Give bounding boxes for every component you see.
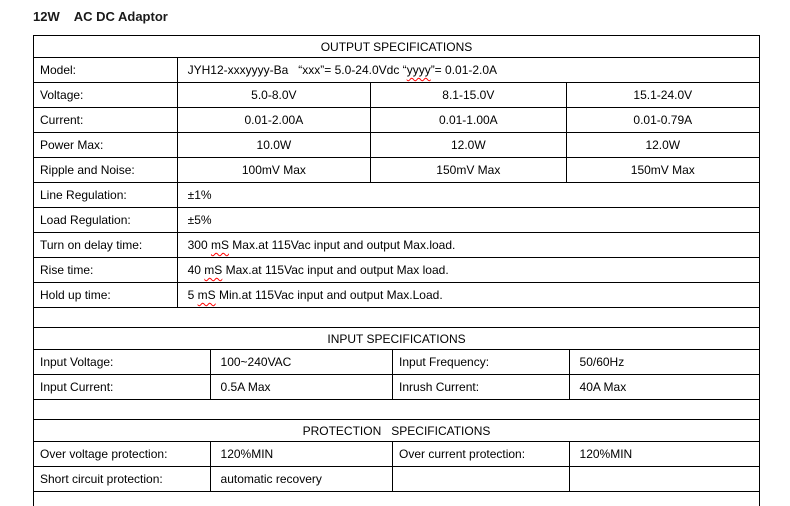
hold-up-time-label: Hold up time: bbox=[34, 283, 178, 307]
page-title: 12W AC DC Adaptor bbox=[33, 9, 168, 24]
output-section-title: OUTPUT SPECIFICATIONS bbox=[320, 39, 473, 54]
ripple-noise-label: Ripple and Noise: bbox=[34, 158, 178, 182]
input-frequency-label: Input Frequency: bbox=[393, 350, 570, 374]
empty-cell bbox=[393, 467, 570, 491]
line-regulation-label: Line Regulation: bbox=[34, 183, 178, 207]
input-voltage-value: 100~240VAC bbox=[211, 350, 394, 374]
over-voltage-protection-label: Over voltage protection: bbox=[34, 442, 211, 466]
protection-section-header-row bbox=[34, 420, 759, 442]
hold-up-time-value-pre: 5 bbox=[187, 288, 198, 302]
voltage-range-1: 5.0-8.0V bbox=[178, 83, 371, 107]
protection-section-title: PROTECTION SPECIFICATIONS bbox=[302, 423, 491, 438]
spacer-row bbox=[34, 308, 759, 328]
power-max-label: Power Max: bbox=[34, 133, 178, 157]
power-max-value-1: 10.0W bbox=[178, 133, 371, 157]
line-regulation-value: ±1% bbox=[187, 188, 212, 202]
model-value-post: ”= 0.01-2.0A bbox=[430, 63, 498, 77]
rise-time-label: Rise time: bbox=[34, 258, 178, 282]
ripple-noise-value-3: 150mV Max bbox=[630, 163, 695, 177]
turn-on-delay-value bbox=[178, 233, 759, 257]
inrush-current-label: Inrush Current: bbox=[393, 375, 570, 399]
spacer-row bbox=[34, 400, 759, 420]
over-current-protection-label: Over current protection: bbox=[393, 442, 570, 466]
turn-on-delay-value-post: Max.at 115Vac input and output Max.load. bbox=[228, 238, 456, 252]
ripple-noise-value-2: 150mV Max bbox=[371, 158, 566, 182]
input-current-label: Input Current: bbox=[34, 375, 211, 399]
output-section-header-row bbox=[34, 36, 759, 58]
rise-time-value bbox=[178, 258, 759, 282]
empty-cell bbox=[34, 492, 759, 506]
model-value-misspelled: yyyy bbox=[406, 63, 431, 77]
empty-cell bbox=[34, 308, 759, 327]
voltage-range-3: 15.1-24.0V bbox=[633, 88, 693, 102]
model-label: Model: bbox=[34, 58, 178, 82]
spec-table bbox=[33, 35, 760, 506]
ripple-noise-value-1: 100mV Max bbox=[178, 158, 371, 182]
inrush-current-value: 40A Max bbox=[579, 380, 627, 394]
short-circuit-protection-value: automatic recovery bbox=[211, 467, 394, 491]
load-regulation-label: Load Regulation: bbox=[34, 208, 178, 232]
table-row-line-regulation bbox=[34, 183, 759, 208]
table-row-short-circuit bbox=[34, 467, 759, 492]
turn-on-delay-value-misspelled: mS bbox=[210, 238, 229, 252]
hold-up-time-value-post: Min.at 115Vac input and output Max.Load. bbox=[215, 288, 443, 302]
table-row-hold-up-time bbox=[34, 283, 759, 308]
input-current-value: 0.5A Max bbox=[211, 375, 394, 399]
table-row-power-max bbox=[34, 133, 759, 158]
voltage-range-2: 8.1-15.0V bbox=[371, 83, 566, 107]
voltage-label: Voltage: bbox=[34, 83, 178, 107]
spacer-row bbox=[34, 492, 759, 506]
table-row-rise-time bbox=[34, 258, 759, 283]
table-row-over-voltage bbox=[34, 442, 759, 467]
model-value bbox=[178, 58, 759, 82]
current-label: Current: bbox=[34, 108, 178, 132]
load-regulation-value: ±5% bbox=[187, 213, 212, 227]
table-row-input-voltage bbox=[34, 350, 759, 375]
power-max-value-2: 12.0W bbox=[371, 133, 566, 157]
hold-up-time-value-misspelled: mS bbox=[197, 288, 216, 302]
table-row-voltage bbox=[34, 83, 759, 108]
rise-time-value-pre: 40 bbox=[187, 263, 205, 277]
short-circuit-protection-label: Short circuit protection: bbox=[34, 467, 211, 491]
table-row-load-regulation bbox=[34, 208, 759, 233]
turn-on-delay-label: Turn on delay time: bbox=[34, 233, 178, 257]
input-frequency-value: 50/60Hz bbox=[579, 355, 625, 369]
current-range-2: 0.01-1.00A bbox=[371, 108, 566, 132]
table-row-input-current bbox=[34, 375, 759, 400]
empty-cell bbox=[570, 467, 759, 491]
input-section-title: INPUT SPECIFICATIONS bbox=[327, 331, 466, 346]
model-value-pre: JYH12-xxxyyyy-Ba “xxx”= 5.0-24.0Vdc “ bbox=[187, 63, 407, 77]
hold-up-time-value bbox=[178, 283, 759, 307]
rise-time-value-misspelled: mS bbox=[204, 263, 223, 277]
table-row-current bbox=[34, 108, 759, 133]
table-row-turn-on-delay bbox=[34, 233, 759, 258]
input-section-header-row bbox=[34, 328, 759, 350]
current-range-1: 0.01-2.00A bbox=[178, 108, 371, 132]
over-voltage-protection-value: 120%MIN bbox=[211, 442, 394, 466]
over-current-protection-value: 120%MIN bbox=[579, 447, 633, 461]
table-row-ripple-noise bbox=[34, 158, 759, 183]
empty-cell bbox=[34, 400, 759, 419]
rise-time-value-post: Max.at 115Vac input and output Max load. bbox=[222, 263, 449, 277]
current-range-3: 0.01-0.79A bbox=[633, 113, 693, 127]
input-voltage-label: Input Voltage: bbox=[34, 350, 211, 374]
power-max-value-3: 12.0W bbox=[645, 138, 681, 152]
table-row-model bbox=[34, 58, 759, 83]
turn-on-delay-value-pre: 300 bbox=[187, 238, 211, 252]
